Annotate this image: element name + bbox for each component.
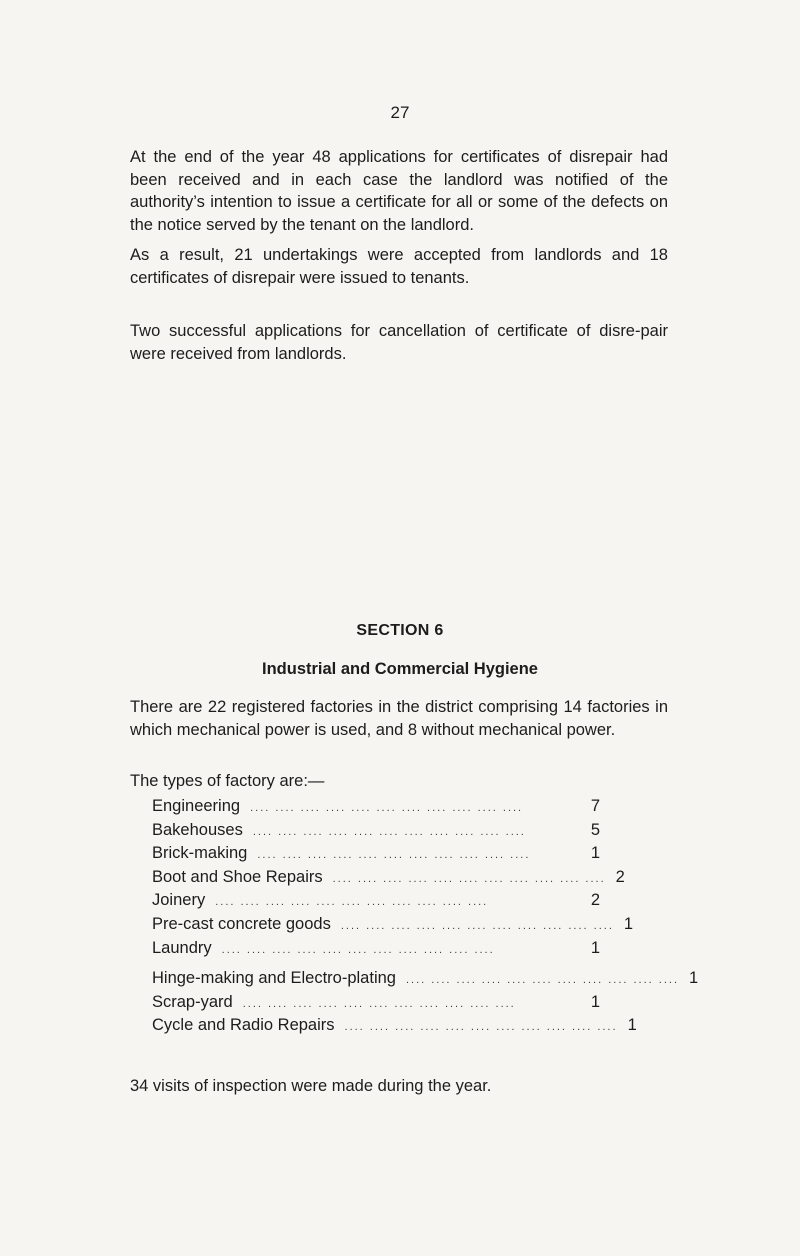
paragraph-inspection-visits: 34 visits of inspection were made during the year. — [130, 1077, 492, 1095]
factory-type-count: 1 — [623, 914, 634, 933]
factory-type-name: Boot and Shoe Repairs — [152, 867, 323, 886]
paragraph-disrepair-applications: At the end of the year 48 applications for certificates of disrepair had been received and in each case the landlord was notified of the authority’s intention to issue a certificate for all or some of the defects on the notice served by the tenant on the landlord. — [130, 148, 668, 234]
factory-type-name: Laundry — [152, 938, 212, 957]
section-title: SECTION 6 — [356, 622, 444, 639]
list-item — [152, 867, 625, 892]
leader-dots: .... .... .... .... .... .... .... .... .... .... .... — [252, 825, 526, 838]
paragraph-cancellations: Two successful applications for cancellation of certificate of disre-pair were received from landlords. — [130, 322, 668, 363]
list-item — [152, 797, 600, 821]
factory-type-name: Scrap-yard — [152, 992, 233, 1011]
factory-list-intro: The types of factory are:— — [130, 772, 325, 790]
factory-type-count: 1 — [590, 844, 600, 863]
factory-type-count: 5 — [590, 820, 600, 839]
leader-dots: .... .... .... .... .... .... .... .... .... .... .... — [221, 943, 495, 956]
list-item — [152, 993, 600, 1017]
list-item — [152, 939, 600, 963]
factory-type-count: 2 — [615, 867, 625, 886]
factory-type-count: 1 — [590, 992, 600, 1011]
list-item — [152, 844, 600, 868]
factory-type-name: Hinge-making and Electro-plating — [152, 969, 396, 988]
leader-dots: .... .... .... .... .... .... .... .... .... .... .... — [242, 997, 516, 1010]
factory-type-name: Cycle and Radio Repairs — [152, 1016, 335, 1035]
leader-dots: .... .... .... .... .... .... .... .... .... .... .... — [405, 974, 680, 987]
leader-dots: .... .... .... .... .... .... .... .... .... .... .... — [215, 896, 489, 909]
paragraph-registered-factories: There are 22 registered factories in the district comprising 14 factories in which mechanical power is used, and 8 without mechanical power. — [130, 698, 668, 739]
factory-type-name: Brick-making — [152, 844, 248, 863]
leader-dots: .... .... .... .... .... .... .... .... .... .... .... — [332, 872, 606, 885]
factory-type-name: Engineering — [152, 797, 241, 815]
paragraph-undertakings: As a result, 21 undertakings were accepted from landlords and 18 certificates of disrepair were issued to tenants. — [130, 246, 668, 287]
leader-dots: .... .... .... .... .... .... .... .... .... .... .... — [344, 1021, 618, 1034]
factory-type-count: 2 — [590, 891, 600, 910]
list-item — [152, 1016, 637, 1040]
factory-type-count: 7 — [590, 797, 600, 815]
page-number: 27 — [390, 103, 410, 122]
leader-dots: .... .... .... .... .... .... .... .... .... .... .... — [250, 802, 524, 814]
leader-dots: .... .... .... .... .... .... .... .... .... .... .... — [257, 849, 531, 862]
leader-dots: .... .... .... .... .... .... .... .... .... .... .... — [340, 919, 614, 932]
list-item — [152, 891, 600, 915]
factory-type-name: Pre-cast concrete goods — [152, 914, 331, 933]
factory-type-list — [152, 797, 699, 1040]
factory-type-count: 1 — [689, 969, 699, 988]
factory-type-count: 1 — [627, 1016, 637, 1035]
factory-type-name: Joinery — [152, 891, 206, 910]
factory-type-name: Bakehouses — [152, 820, 243, 839]
list-item — [152, 969, 699, 993]
list-item — [152, 821, 600, 845]
section-subtitle: Industrial and Commercial Hygiene — [262, 660, 538, 678]
list-item — [152, 914, 634, 939]
factory-type-count: 1 — [590, 938, 600, 957]
